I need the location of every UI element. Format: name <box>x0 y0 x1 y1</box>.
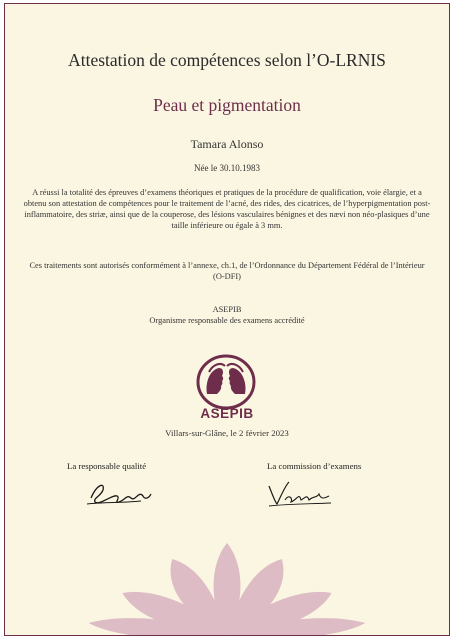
asepib-logo-icon <box>195 354 257 410</box>
holder-name: Tamara Alonso <box>190 137 264 151</box>
birth-date-line: Née le 30.10.1983 <box>194 163 260 173</box>
document-title: Attestation de compétences selon l’O-LRNIS <box>68 50 386 70</box>
document-subtitle: Peau et pigmentation <box>153 95 301 115</box>
organization-role: Organisme responsable des examens accrédité <box>149 316 305 325</box>
quality-manager-label: La responsable qualité <box>67 461 147 471</box>
authorization-paragraph: Ces traitements sont autorisés conformément à l’annexe, ch.1, de l’Ordonnance du Département Fédéral de l’Intérieur (O-DFI) <box>29 261 425 281</box>
competence-paragraph: A réussi la totalité des épreuves d’examens théoriques et pratiques de la procédure de qualification, voie élargie, et a obtenu son attestation de compétences pour le traitement de l’acné, des rides, des cicatrices, de l’hyperpigmentation post-inflammatoire, des striæ, ainsi que de la couperose, des lésions vasculaires bénignes et des nævi non néo-plasiques d’une taille inférieure ou égale à 3 mm. <box>23 188 431 230</box>
exam-commission-signature <box>263 476 343 510</box>
organization-name: ASEPIB <box>212 305 242 314</box>
logo-wordmark: ASEPIB <box>200 406 254 421</box>
decorative-petals <box>5 525 449 635</box>
certificate-page <box>4 3 450 636</box>
exam-commission-label: La commission d’examens <box>267 461 362 471</box>
quality-manager-signature <box>83 476 163 510</box>
place-and-date: Villars-sur-Glâne, le 2 février 2023 <box>165 428 289 438</box>
